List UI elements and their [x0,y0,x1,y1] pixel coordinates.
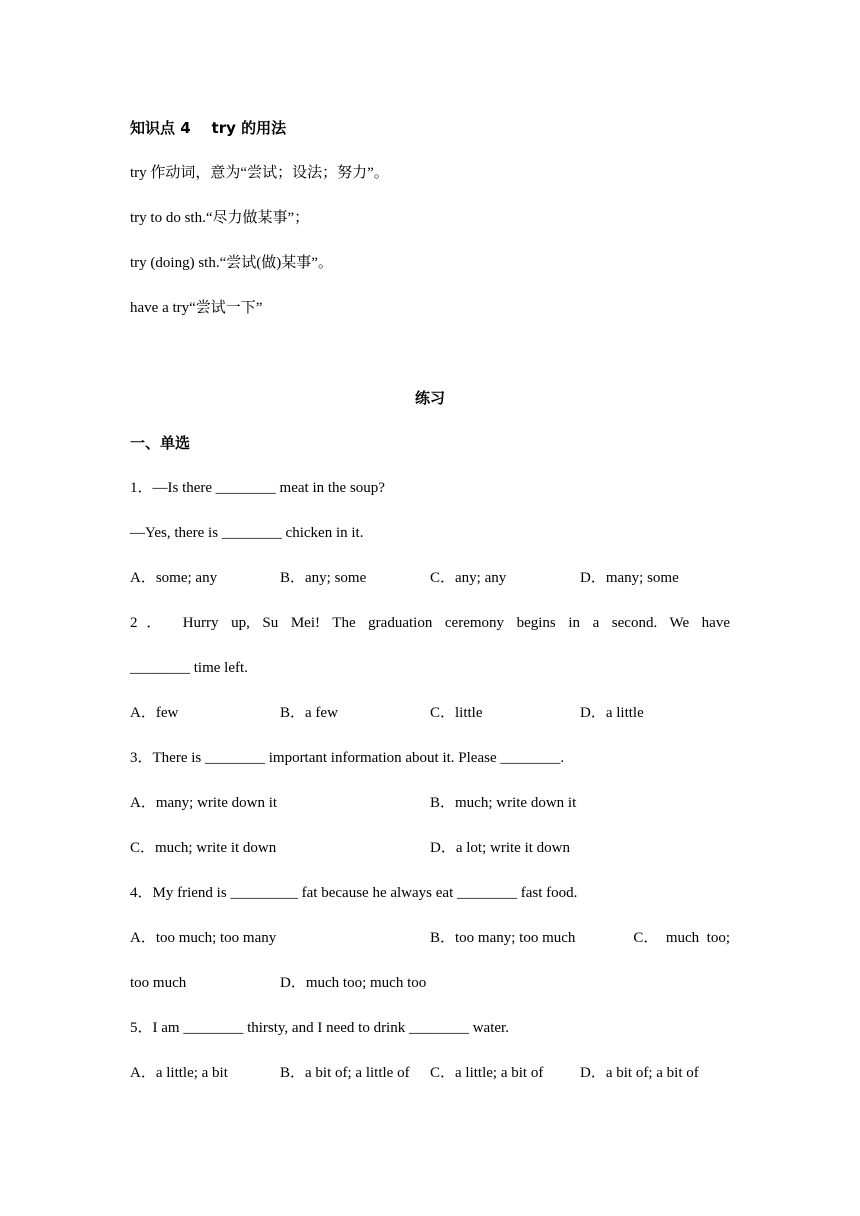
question-3-stem: 3．There is ________ important information about it. Please ________. [130,750,565,766]
question-2-option-c: C．little [430,705,483,721]
knowledge-line: try (doing) sth.“尝试(做)某事”。 [130,255,333,271]
question-5-option-d: D．a bit of; a bit of [580,1065,699,1081]
question-4-stem: 4．My friend is _________ fat because he always eat ________ fast food. [130,885,578,901]
question-1-option-d: D．many; some [580,570,679,586]
question-2-stem: 2． Hurry up, Su Mei! The graduation ceremony begins in a second. We have [130,615,730,631]
question-3-option-c: C．much; write it down [130,840,277,856]
question-2-option-a: A．few [130,705,179,721]
question-3-option-b: B．much; write down it [430,795,577,811]
knowledge-line: try 作动词，意为“尝试；设法；努力”。 [130,165,389,181]
question-4-option-d: D．much too; much too [280,975,427,991]
question-1-stem: 1．—Is there ________ meat in the soup? [130,480,385,496]
section-heading: 一、单选 [130,434,191,452]
question-1-option-a: A．some; any [130,570,218,586]
question-5-option-a: A．a little; a bit [130,1065,228,1081]
question-4-option-a: A．too much; too many [130,930,277,946]
knowledge-line: have a try“尝试一下” [130,300,263,316]
question-1-stem-line-2: —Yes, there is ________ chicken in it. [130,525,364,541]
question-5-option-c: C．a little; a bit of [430,1065,544,1081]
question-2-option-b: B．a few [280,705,338,721]
question-3-option-a: A．many; write down it [130,795,278,811]
question-4-option-c: C． much too; [633,930,730,946]
question-3-option-d: D．a lot; write it down [430,840,570,856]
question-1-option-c: C．any; any [430,570,507,586]
question-1-option-b: B．any; some [280,570,367,586]
question-4-option-b: B．too many; too much [430,930,576,946]
knowledge-heading: 知识点 4 try 的用法 [130,119,287,137]
exercise-title: 练习 [414,389,445,407]
question-5-stem: 5．I am ________ thirsty, and I need to drink ________ water. [130,1020,509,1036]
question-4-option-c-continued: too much [130,975,187,991]
question-2-option-d: D．a little [580,705,644,721]
question-2-stem-line-2: ________ time left. [130,660,248,676]
knowledge-line: try to do sth.“尽力做某事”； [130,210,310,226]
question-5-option-b: B．a bit of; a little of [280,1065,410,1081]
